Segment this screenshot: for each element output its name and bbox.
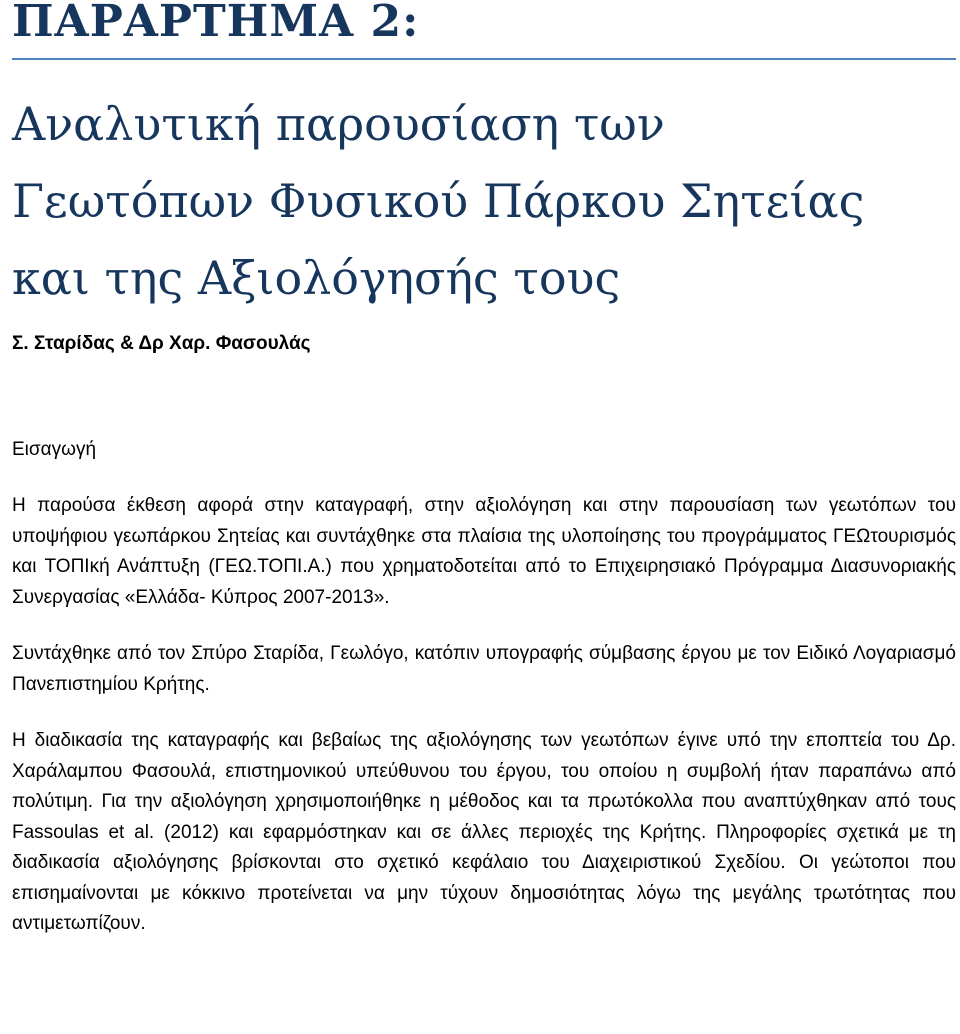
main-title-line-2: Γεωτόπων Φυσικού Πάρκου Σητείας	[12, 174, 865, 228]
appendix-title: ΠΑΡΑΡΤΗΜΑ 2:	[12, 0, 420, 47]
paragraph-3: Η διαδικασία της καταγραφής και βεβαίως της αξιολόγησης των γεωτόπων έγινε υπό την εποπτεία του Δρ. Χαράλαμπου Φασουλά, επιστημονικού υπεύθυνου του έργου, του οποίου η συμβολή ήταν παραπάνω από πολύτιμη. Για την αξιολόγηση χρησιμοποιήθηκε η μέθοδος και τα πρωτόκολλα που αναπτύχθηκαν από τους Fassoulas et al. (2012) και εφαρμόστηκαν και σε άλλες περιοχές της Κρήτης. Πληροφορίες σχετικά με τη διαδικασία αξιολόγησης βρίσκονται στο σχετικό κεφάλαιο του Διαχειριστικού Σχεδίου. Οι γεώτοποι που επισημαίνονται με κόκκινο προτείνεται να μην τύχουν δημοσιότητας λόγω της μεγάλης τρωτότητας που αντιμετωπίζουν.	[12, 730, 956, 934]
paragraph-2: Συντάχθηκε από τον Σπύρο Σταρίδα, Γεωλόγο, κατόπιν υπογραφής σύμβασης έργου με τον Ειδικό Λογαριασμό Πανεπιστημίου Κρήτης.	[12, 643, 956, 695]
section-heading-introduction: Εισαγωγή	[12, 439, 97, 460]
main-title-line-1: Αναλυτική παρουσίαση των	[12, 97, 665, 151]
main-title-line-3: και της Αξιολόγησής τους	[12, 251, 621, 305]
paragraph-1: Η παρούσα έκθεση αφορά στην καταγραφή, στην αξιολόγηση και στην παρουσίαση των γεωτόπων του υποψήφιου γεωπάρκου Σητείας και συντάχθηκε στα πλαίσια της υλοποίησης του προγράμματος ΓΕΩτουρισμός και ΤΟΠΙκή Ανάπτυξη (ΓΕΩ.ΤΟΠΙ.Α.) που χρηματοδοτείται από το Επιχειρησιακό Πρόγραμμα Διασυνοριακής Συνεργασίας «Ελλάδα- Κύπρος 2007-2013».	[12, 495, 956, 608]
authors: Σ. Σταρίδας & Δρ Χαρ. Φασουλάς	[12, 333, 311, 354]
document-page	[12, 0, 956, 940]
title-divider	[12, 58, 956, 60]
main-title	[12, 86, 956, 317]
